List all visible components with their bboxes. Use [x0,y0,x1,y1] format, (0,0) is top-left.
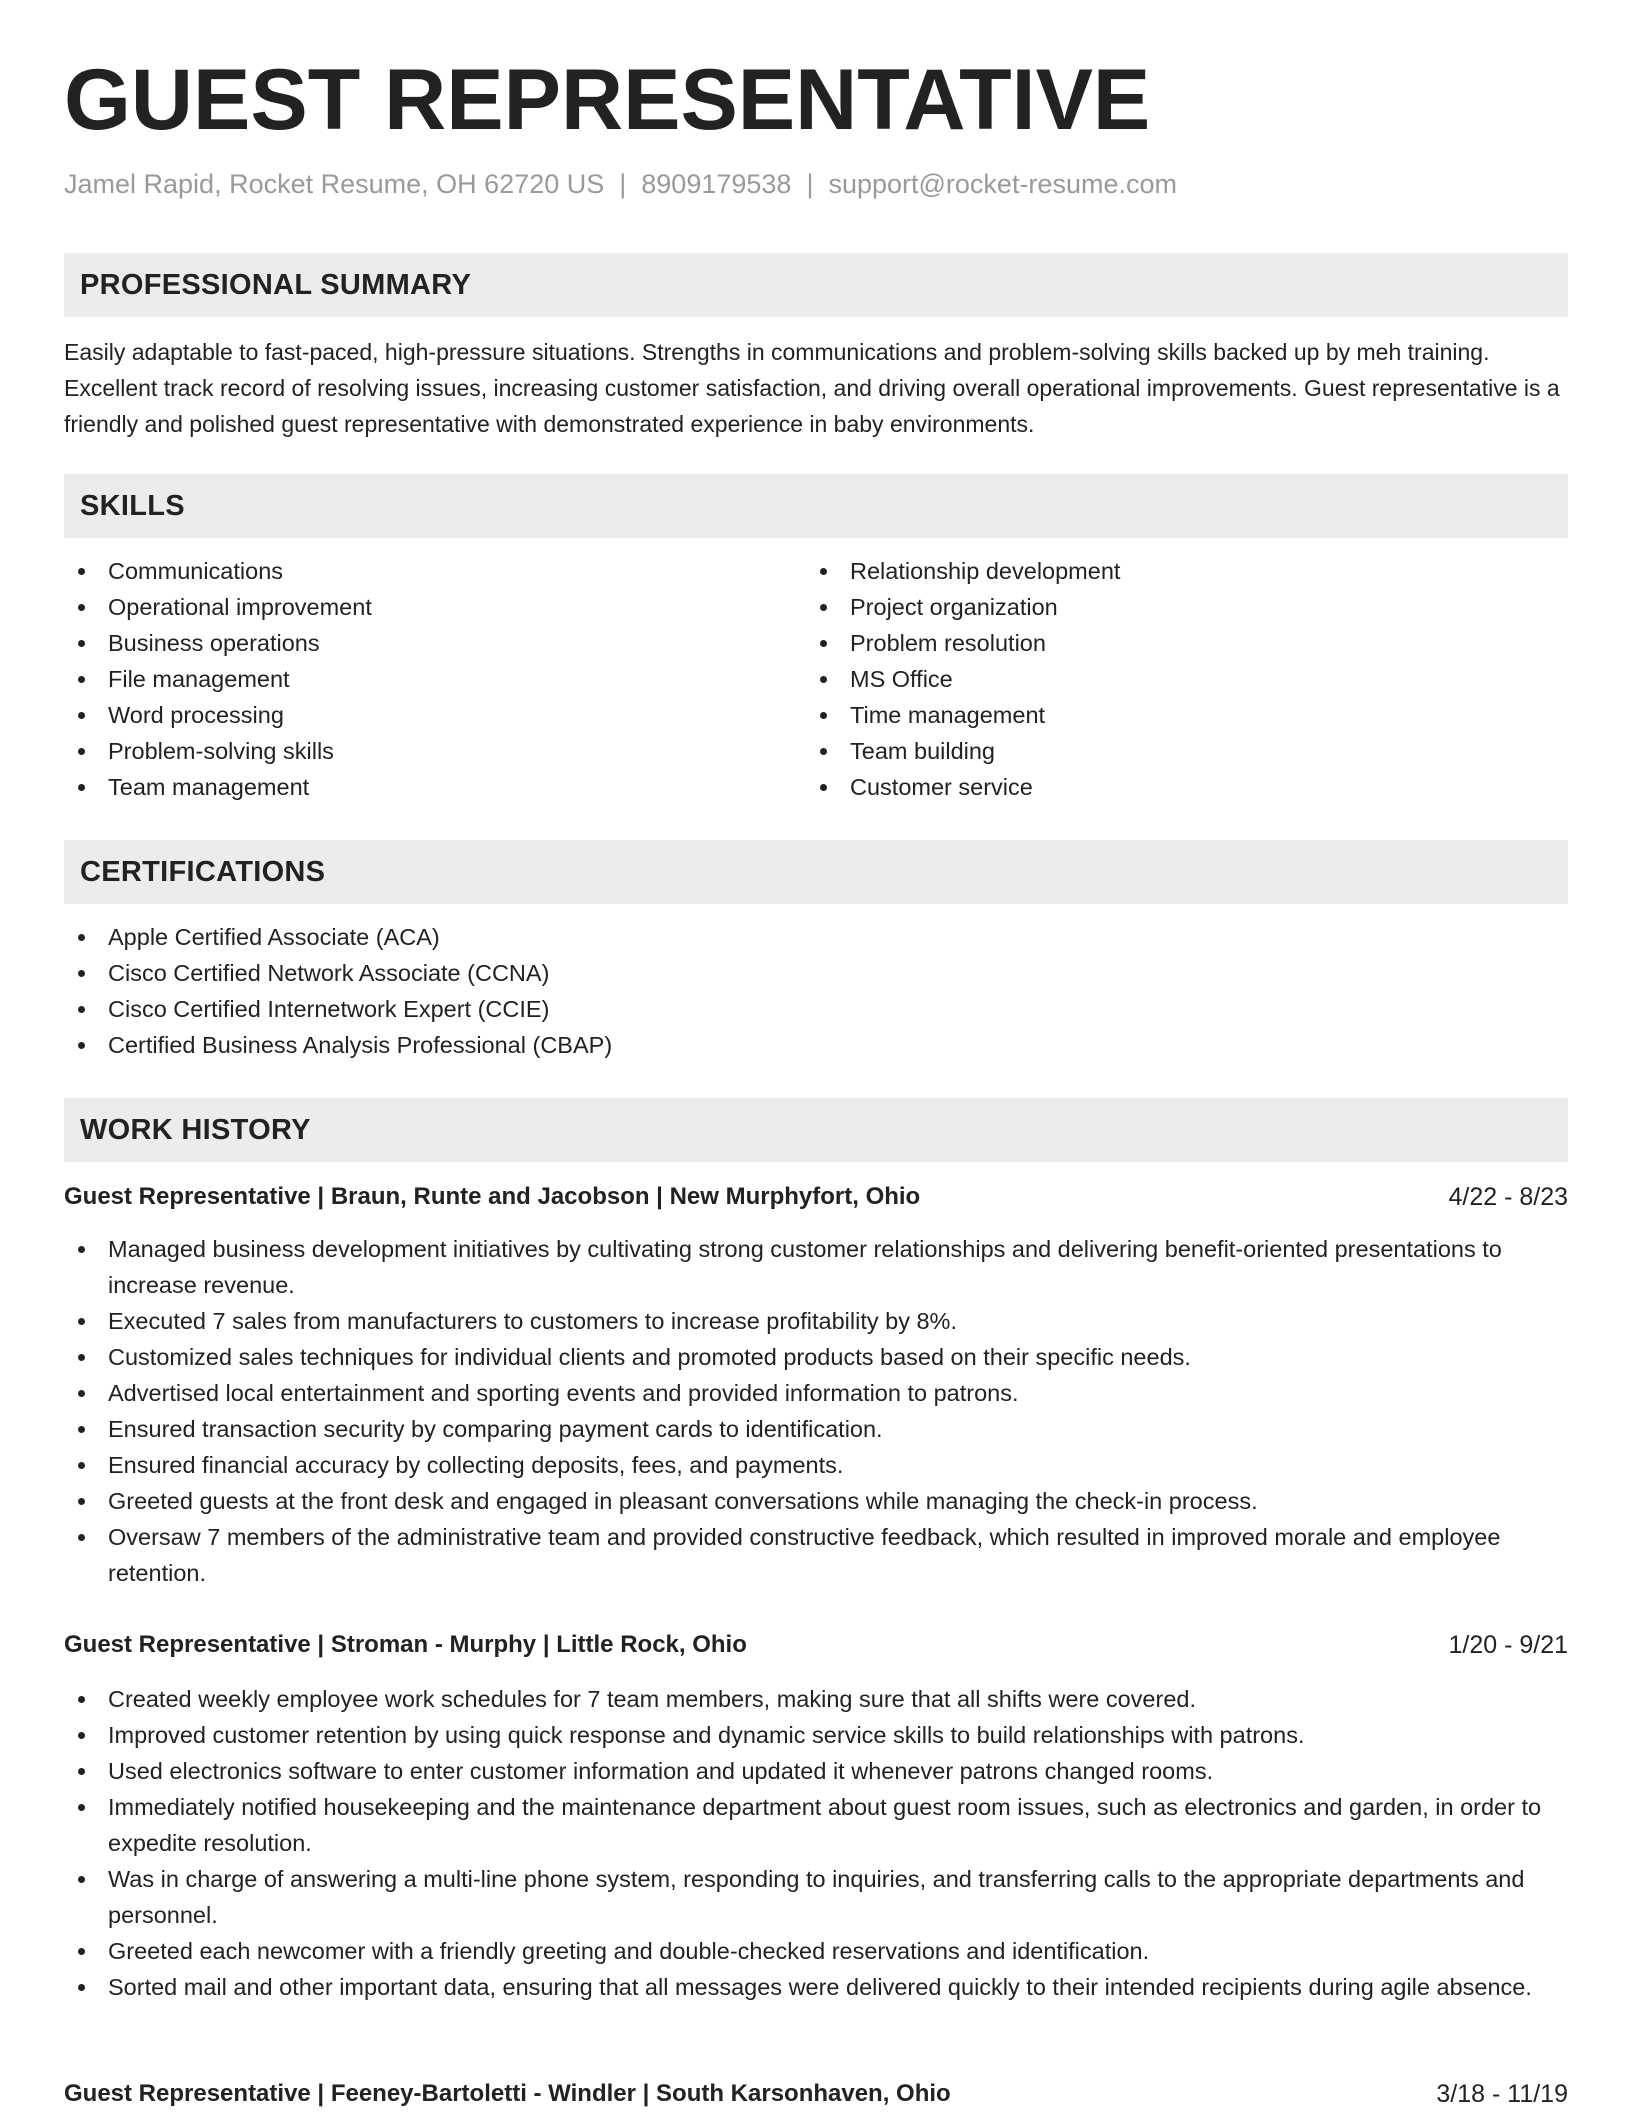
bullet-icon [78,1948,85,1955]
list-item: Improved customer retention by using quick response and dynamic service skills to build relationships with patrons. [64,1717,1568,1753]
job-title [64,1627,1568,1663]
certifications-section-header [64,840,1568,904]
bullet-icon [78,1462,85,1469]
resume-title: GUEST REPRESENTATIVE [64,52,1151,148]
list-item: Was in charge of answering a multi-line phone system, responding to inquiries, and transferring calls to the appropriate departments and personnel. [64,1861,1568,1933]
list-item: Cisco Certified Network Associate (CCNA) [64,955,612,991]
list-item: Time management [806,697,1120,733]
skills-section-header [64,474,1568,538]
list-item: Customized sales techniques for individual clients and promoted products based on their specific needs. [64,1339,1568,1375]
bullet-icon [78,970,85,977]
bullet-icon [78,712,85,719]
list-item: Word processing [64,697,372,733]
bullet-icon [78,1768,85,1775]
skills-list-left [64,553,372,805]
list-item: Operational improvement [64,589,372,625]
address: Jamel Rapid, Rocket Resume, OH 62720 US [64,169,605,199]
list-item: File management [64,661,372,697]
list-item: Oversaw 7 members of the administrative team and provided constructive feedback, which resulted in improved morale and employee retention. [64,1519,1568,1591]
summary-text: Easily adaptable to fast-paced, high-pressure situations. Strengths in communications and problem-solving skills backed up by meh training. Excellent track record of resolving issues, increasing customer satisfaction, and driving overall operational improvements. Guest representative is a friendly and polished guest representative with demonstrated experience in baby environments. [64,339,1560,437]
certifications-heading: CERTIFICATIONS [80,855,326,888]
bullet-icon [78,568,85,575]
list-item: Cisco Certified Internetwork Expert (CCIE) [64,991,612,1027]
bullet-icon [820,748,827,755]
summary-section-header [64,253,1568,317]
certifications-list [64,919,612,1063]
bullet-icon [78,676,85,683]
bullet-icon [78,1984,85,1991]
bullet-icon [820,676,827,683]
job-title-text: Guest Representative | Stroman - Murphy | Little Rock, Ohio [64,1631,747,1658]
job-title-text: Guest Representative | Feeney-Bartoletti - Windler | South Karsonhaven, Ohio [64,2080,951,2107]
list-item: Executed 7 sales from manufacturers to customers to increase profitability by 8%. [64,1303,1568,1339]
list-item: Immediately notified housekeeping and the maintenance department about guest room issues, such as electronics and garden, in order to expedite resolution. [64,1789,1568,1861]
summary-heading: PROFESSIONAL SUMMARY [80,268,472,301]
work-history-heading: WORK HISTORY [80,1113,311,1146]
list-item: Apple Certified Associate (ACA) [64,919,612,955]
bullet-icon [820,784,827,791]
job-title-text: Guest Representative | Braun, Runte and Jacobson | New Murphyfort, Ohio [64,1183,921,1210]
bullet-icon [78,1696,85,1703]
skills-list-right [806,553,1120,805]
list-item: Sorted mail and other important data, ensuring that all messages were delivered quickly to their intended recipients during agile absence. [64,1969,1568,2005]
list-item: Problem resolution [806,625,1120,661]
bullet-icon [820,640,827,647]
list-item: Used electronics software to enter customer information and updated it whenever patrons changed rooms. [64,1753,1568,1789]
bullet-icon [78,1042,85,1049]
bullet-icon [78,1246,85,1253]
list-item: Project organization [806,589,1120,625]
bullet-icon [78,1534,85,1541]
skills-heading: SKILLS [80,489,185,522]
bullet-icon [78,1876,85,1883]
bullet-icon [78,934,85,941]
work-history-section-header [64,1098,1568,1162]
list-item: Greeted guests at the front desk and engaged in pleasant conversations while managing the check-in process. [64,1483,1568,1519]
job-dates: 4/22 - 8/23 [1448,1183,1568,1211]
list-item: Team building [806,733,1120,769]
bullet-icon [78,1006,85,1013]
phone: 8909179538 [641,169,792,199]
list-item: Ensured transaction security by comparing payment cards to identification. [64,1411,1568,1447]
job-bullet-list [64,1681,1568,2005]
job-bullet-list [64,1231,1568,1591]
list-item: Relationship development [806,553,1120,589]
bullet-icon [78,1498,85,1505]
bullet-icon [78,1354,85,1361]
list-item: MS Office [806,661,1120,697]
contact-line [64,166,1177,202]
bullet-icon [78,1318,85,1325]
bullet-icon [78,1390,85,1397]
list-item: Created weekly employee work schedules for 7 team members, making sure that all shifts were covered. [64,1681,1568,1717]
bullet-icon [78,604,85,611]
job-dates: 3/18 - 11/19 [1436,2080,1568,2108]
bullet-icon [820,712,827,719]
list-item: Greeted each newcomer with a friendly greeting and double-checked reservations and identification. [64,1933,1568,1969]
contact-separator: | [806,169,814,199]
list-item: Ensured financial accuracy by collecting deposits, fees, and payments. [64,1447,1568,1483]
job-dates: 1/20 - 9/21 [1448,1631,1568,1659]
list-item: Communications [64,553,372,589]
list-item: Managed business development initiatives by cultivating strong customer relationships and delivering benefit-oriented presentations to increase revenue. [64,1231,1568,1303]
list-item: Advertised local entertainment and sporting events and provided information to patrons. [64,1375,1568,1411]
list-item: Business operations [64,625,372,661]
list-item: Certified Business Analysis Professional (CBAP) [64,1027,612,1063]
bullet-icon [78,1804,85,1811]
job-title [64,2076,1568,2112]
bullet-icon [78,1732,85,1739]
bullet-icon [820,568,827,575]
bullet-icon [820,604,827,611]
bullet-icon [78,640,85,647]
email: support@rocket-resume.com [828,169,1177,199]
list-item: Team management [64,769,372,805]
bullet-icon [78,784,85,791]
bullet-icon [78,1426,85,1433]
list-item: Problem-solving skills [64,733,372,769]
bullet-icon [78,748,85,755]
list-item: Customer service [806,769,1120,805]
job-title [64,1179,1568,1215]
contact-separator: | [619,169,627,199]
